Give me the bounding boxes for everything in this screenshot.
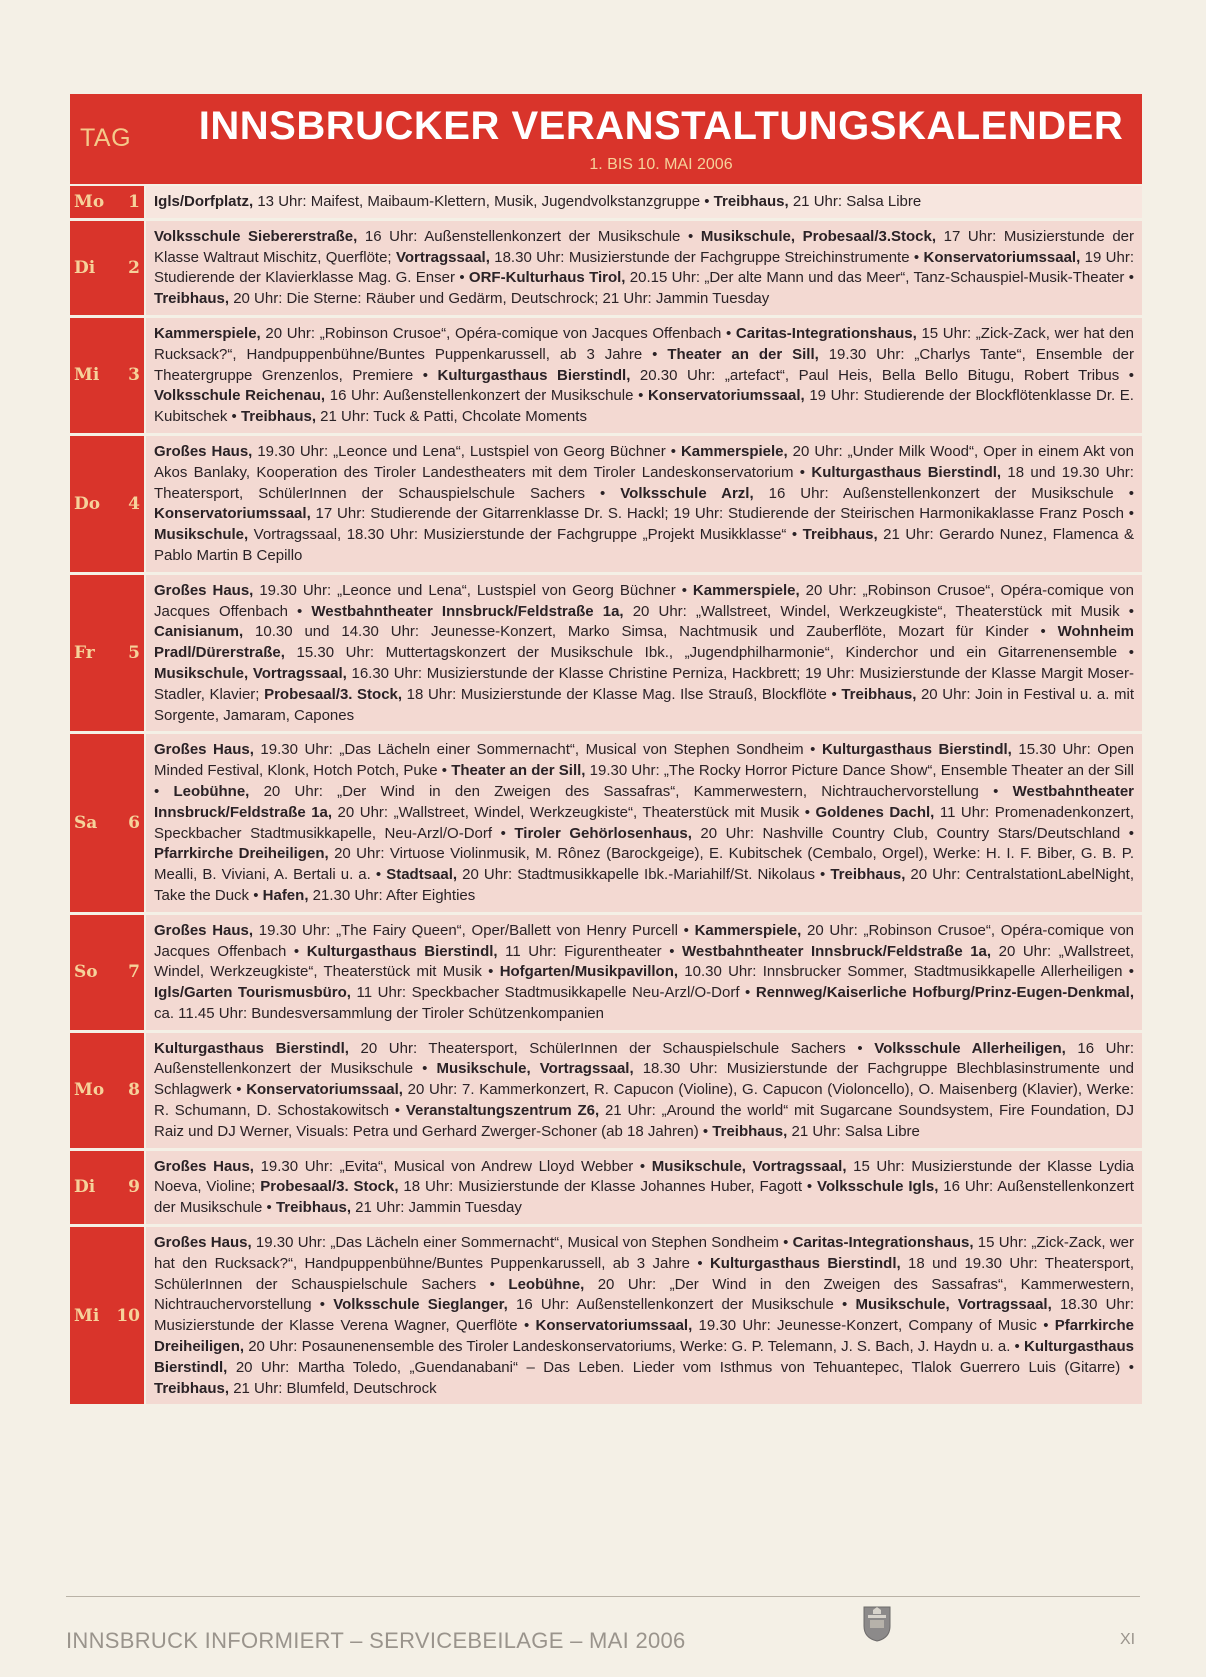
event-details: 18.30 Uhr: Musizierstunde der Klasse Verena Wagner, Querflöte • (154, 1296, 1134, 1335)
venue-name: Vortragssaal, (395, 248, 490, 266)
event-details: 19.30 Uhr: „Das Lächeln einer Sommernacht“, Musical von Stephen Sondheim • (253, 741, 822, 759)
event-details: 19 Uhr: Studierende der Blockflötenklasse Dr. E. Kubitschek • (154, 387, 1134, 426)
venue-name: Igls/Garten Tourismusbüro, (154, 984, 351, 1002)
day-label (70, 221, 144, 315)
day-row (70, 186, 1142, 218)
event-details: 21.30 Uhr: After Eighties (308, 886, 476, 904)
event-details: 19.30 Uhr: „Charlys Tante“, Ensemble der Theatergruppe Grenzenlos, Premiere • (154, 345, 1134, 384)
event-details: 20 Uhr: Nashville Country Club, Country Stars/Deutschland • (691, 824, 1134, 842)
day-row (70, 1227, 1142, 1404)
event-listing (146, 221, 1142, 315)
venue-name: Musikschule, Vortragssaal, (855, 1296, 1052, 1314)
venue-name: Pfarrkirche Dreiheiligen, (154, 1317, 1134, 1356)
event-details: 20 Uhr: Theatersport, SchülerInnen der Schauspielschule Sachers • (348, 1039, 875, 1057)
event-details: 19.30 Uhr: „Leonce und Lena“, Lustspiel von Georg Büchner • (252, 442, 681, 460)
day-row (70, 318, 1142, 433)
venue-name: Treibhaus, (712, 1122, 788, 1140)
event-details: 18 Uhr: Musizierstunde der Klasse Mag. Ilse Strauß, Blockflöte • (402, 685, 842, 703)
event-details: 16 Uhr: Außenstellenkonzert der Musikschule • (154, 1039, 1135, 1078)
day-number: 8 (128, 1080, 140, 1101)
event-details: 19.30 Uhr: „Leonce und Lena“, Lustspiel von Georg Büchner • (253, 581, 693, 599)
venue-name: Großes Haus, (154, 741, 254, 759)
event-details: 15.30 Uhr: Open Minded Festival, Klonk, Hotch Potch, Puke • (154, 741, 1135, 780)
venue-name: Probesaal/3. Stock, (260, 1178, 399, 1196)
venue-name: Volksschule Allerheiligen, (874, 1039, 1066, 1057)
weekday: Mo (74, 1080, 105, 1101)
venue-name: Treibhaus, (802, 526, 878, 544)
innsbruck-crest-icon (863, 1606, 891, 1642)
event-details: 16 Uhr: Außenstellenkonzert der Musikschule • (357, 227, 701, 245)
event-details: 20 Uhr: Stadtmusikkapelle Ibk.-Mariahilf/St. Nikolaus • (457, 866, 831, 884)
venue-name: Kulturgasthaus Bierstindl, (154, 1039, 349, 1057)
venue-name: Kulturgasthaus Bierstindl, (821, 741, 1012, 759)
event-details: 20 Uhr: „Wallstreet, Windel, Werkzeugkiste“, Theaterstück mit Musik • (332, 803, 816, 821)
event-details: 20 Uhr: „Der Wind in den Zweigen des Sassafras“, Kammerwestern, Nichtrauchervorstellung • (154, 1275, 1135, 1314)
event-details: 15.30 Uhr: Muttertagskonzert der Musikschule Ibk., „Jugendphilharmonie“, Kinderchor und ein Gitarrenensemble • (284, 644, 1134, 662)
day-row (70, 575, 1142, 732)
event-details: 21 Uhr: Gerardo Nunez, Flamenca & Pablo Martin B Cepillo (154, 526, 1134, 564)
venue-name: Hofgarten/Musikpavillon, (499, 963, 679, 981)
event-details: 20 Uhr: CentralstationLabelNight, Take the Duck • (154, 866, 1134, 904)
event-details: 11 Uhr: Promenadenkonzert, Speckbacher Stadtmusikkapelle, Neu-Arzl/O-Dorf • (154, 803, 1134, 842)
venue-name: Volksschule Siebererstraße, (154, 227, 358, 245)
event-details: 21 Uhr: Jammin Tuesday (351, 1199, 522, 1217)
event-listing (146, 1151, 1142, 1224)
venue-name: Kammerspiele, (680, 442, 788, 460)
weekday: Mi (74, 1305, 100, 1326)
day-number: 6 (128, 813, 140, 834)
event-details: 15 Uhr: „Zick-Zack, wer hat den Rucksack?“, Handpuppenbühne/Buntes Puppenkarussell, ab 3 Jahre • (154, 1234, 1134, 1272)
event-details: 20 Uhr: „Wallstreet, Windel, Werkzeugkiste“, Theaterstück mit Musik • (154, 942, 1135, 981)
event-details: 16.30 Uhr: Musizierstunde der Klasse Christine Perniza, Hackbrett; 19 Uhr: Musizierstunde der Klasse Margit Moser-Stadler, Klavier; (154, 664, 1134, 703)
event-details: 16 Uhr: Außenstellenkonzert der Musikschule • (753, 484, 1134, 502)
day-number: 7 (128, 962, 140, 983)
venue-name: Konservatoriumssaal, (154, 505, 311, 523)
day-number: 5 (128, 643, 140, 664)
venue-name: Großes Haus, (154, 1157, 254, 1175)
event-details: 20.15 Uhr: „Der alte Mann und das Meer“, Tanz-Schauspiel-Musik-Theater • (625, 269, 1135, 287)
event-details: 20 Uhr: Martha Toledo, „Guendanabani“ – Das Leben. Lieder vom Isthmus von Tehuantepec, Tlalok Guerrero Luis (Gitarre) • (227, 1358, 1134, 1376)
venue-name: Konservatoriumssaal, (923, 248, 1081, 266)
event-details: 21 Uhr: Blumfeld, Deutschrock (229, 1379, 437, 1397)
footer-publication: INNSBRUCK INFORMIERT – SERVICEBEILAGE – MAI 2006 (66, 1628, 686, 1653)
day-label (70, 575, 144, 732)
event-details: 19.30 Uhr: „The Rocky Horror Picture Dance Show“, Ensemble Theater an der Sill • (154, 762, 1134, 800)
event-details: 16 Uhr: Außenstellenkonzert der Musikschule • (507, 1296, 856, 1314)
event-details: 21 Uhr: Salsa Libre (787, 1122, 920, 1140)
venue-name: Musikschule, (154, 526, 249, 544)
event-details: 21 Uhr: Salsa Libre (788, 193, 922, 210)
event-details: 20 Uhr: 7. Kammerkonzert, R. Capucon (Violine), G. Capucon (Violoncello), O. Maisenberg (Klavier), Werke: R. Schumann, D. Schostakowitsch • (154, 1081, 1134, 1120)
venue-name: Musikschule, Vortragssaal, (154, 664, 347, 682)
event-listing (146, 1227, 1142, 1404)
event-details: ca. 11.45 Uhr: Bundesversammlung der Tiroler Schützenkompanien (154, 1004, 604, 1022)
page-title: INNSBRUCKER VERANSTALTUNGSKALENDER (198, 104, 1124, 148)
page-number: XI (1120, 1631, 1136, 1648)
event-details: 13 Uhr: Maifest, Maibaum-Klettern, Musik, Jugendvolkstanzgruppe • (253, 193, 714, 210)
venue-name: Theater an der Sill, (667, 345, 819, 363)
venue-name: Musikschule, Vortragssaal, (651, 1157, 847, 1175)
venue-name: Theater an der Sill, (451, 762, 586, 780)
event-details: 19.30 Uhr: „Evita“, Musical von Andrew Lloyd Webber • (253, 1157, 652, 1175)
day-number: 4 (128, 493, 140, 514)
event-listing (146, 436, 1142, 572)
venue-name: Treibhaus, (841, 685, 917, 703)
venue-name: Konservatoriumssaal, (535, 1317, 693, 1335)
event-listing (146, 734, 1142, 911)
weekday: Mo (74, 191, 105, 212)
venue-name: Westbahntheater Innsbruck/Feldstraße 1a, (154, 782, 1135, 821)
venue-name: Volksschule Igls, (817, 1178, 939, 1196)
event-details: 15 Uhr: Musizierstunde der Klasse Lydia Noeva, Violine; (154, 1157, 1134, 1196)
venue-name: Wohnheim Pradl/Dürerstraße, (154, 623, 1134, 662)
event-details: Vortragssaal, 18.30 Uhr: Musizierstunde der Fachgruppe „Projekt Musikklasse“ • (248, 526, 803, 544)
venue-name: Kammerspiele, (692, 581, 800, 599)
venue-name: Probesaal/3. Stock, (264, 685, 403, 703)
day-row (70, 436, 1142, 572)
event-details: 20 Uhr: Virtuose Violinmusik, M. Rônez (Barockgeige), E. Kubitschek (Cembalo, Orgel), Werke: H. I. F. Biber, G. B. P. Mealli, B. Viviani, A. Bertali u. a. • (154, 845, 1135, 884)
event-details: 20 Uhr: „Robinson Crusoe“, Opéra-comique von Jacques Offenbach • (260, 324, 736, 342)
event-details: 20 Uhr: Join in Festival u. a. mit Sorgente, Jamaram, Capones (154, 685, 1135, 724)
venue-name: Kammerspiele, (154, 324, 261, 342)
venue-name: Stadtsaal, (386, 866, 458, 884)
venue-name: Kulturgasthaus Bierstindl, (811, 463, 1002, 481)
date-range-subtitle: 1. BIS 10. MAI 2006 (589, 156, 733, 173)
footer-divider (66, 1596, 1140, 1597)
event-details: 18.30 Uhr: Musizierstunde der Fachgruppe Streichinstrumente • (489, 248, 924, 266)
venue-name: Kulturgasthaus Bierstindl, (154, 1338, 1134, 1376)
day-number: 3 (128, 365, 140, 386)
venue-name: Großes Haus, (154, 442, 253, 460)
day-row (70, 734, 1142, 911)
venue-name: Kammerspiele, (694, 921, 802, 939)
weekday: Di (74, 257, 96, 278)
event-details: 16 Uhr: Außenstellenkonzert der Musikschule • (154, 1178, 1134, 1217)
weekday: Do (74, 493, 101, 514)
event-details: 20 Uhr: „Under Milk Wood“, Oper in einem Akt von Akos Banlaky, Kooperation des Tiroler Landestheaters mit dem Tiroler Landeskonservatorium • (154, 442, 1134, 481)
event-details: 21 Uhr: Tuck & Patti, Chcolate Moments (316, 408, 587, 426)
venue-name: Igls/Dorfplatz, (154, 193, 254, 210)
event-details: 19.30 Uhr: „Das Lächeln einer Sommernacht“, Musical von Stephen Sondheim • (251, 1234, 793, 1252)
venue-name: Volksschule Sieglanger, (333, 1296, 508, 1314)
day-label (70, 436, 144, 572)
weekday: Sa (74, 813, 98, 834)
event-listing (146, 915, 1142, 1030)
venue-name: Treibhaus, (713, 193, 789, 210)
venue-name: Westbahntheater Innsbruck/Feldstraße 1a, (682, 942, 992, 960)
event-details: 19.30 Uhr: „The Fairy Queen“, Oper/Ballett von Henry Purcell • (253, 921, 695, 939)
venue-name: Großes Haus, (154, 921, 254, 939)
venue-name: ORF-Kulturhaus Tirol, (468, 269, 626, 287)
day-list (70, 186, 1142, 1407)
event-details: 19.30 Uhr: Jeunesse-Konzert, Company of Music • (692, 1317, 1055, 1335)
day-number: 2 (128, 257, 140, 278)
venue-name: Westbahntheater Innsbruck/Feldstraße 1a, (311, 602, 624, 620)
event-details: 18 Uhr: Musizierstunde der Klasse Johannes Huber, Fagott • (398, 1178, 818, 1196)
day-label (70, 1033, 144, 1148)
day-number: 1 (128, 191, 140, 212)
event-details: 11 Uhr: Figurentheater • (497, 942, 683, 960)
event-details: 10.30 und 14.30 Uhr: Jeunesse-Konzert, Marko Simsa, Nachtmusik und Zauberflöte, Mozart für Kinder • (243, 623, 1058, 641)
event-details: 20 Uhr: Posaunenensemble des Tiroler Landeskonservatoriums, Werke: G. P. Telemann, J. S. Bach, J. Haydn u. a. • (244, 1338, 1024, 1356)
day-row (70, 1033, 1142, 1148)
event-details: 18 und 19.30 Uhr: Theatersport, SchülerInnen der Schauspielschule Sachers • (154, 463, 1134, 502)
event-listing (146, 186, 1142, 218)
venue-name: Leobühne, (508, 1275, 585, 1293)
venue-name: Treibhaus, (154, 290, 230, 308)
day-label (70, 1151, 144, 1224)
venue-name: Treibhaus, (240, 408, 316, 426)
day-number: 10 (116, 1305, 140, 1326)
venue-name: Hafen, (262, 886, 309, 904)
venue-name: Volksschule Reichenau, (154, 387, 326, 405)
venue-name: Treibhaus, (154, 1379, 230, 1397)
event-details: 18 und 19.30 Uhr: Theatersport, SchülerInnen der Schauspielschule Sachers • (154, 1254, 1134, 1293)
day-row (70, 1151, 1142, 1224)
event-listing (146, 318, 1142, 433)
weekday: Di (74, 1177, 96, 1198)
event-details: 19 Uhr: Studierende der Klavierklasse Mag. G. Enser • (154, 248, 1134, 287)
venue-name: Caritas-Integrationshaus, (792, 1234, 974, 1252)
venue-name: Musikschule, Vortragssaal, (436, 1060, 634, 1078)
day-row (70, 221, 1142, 315)
day-label (70, 186, 144, 218)
tag-column-label: TAG (80, 124, 132, 152)
venue-name: Volksschule Arzl, (620, 484, 754, 502)
day-label (70, 1227, 144, 1404)
venue-name: Leobühne, (173, 782, 250, 800)
event-details: 16 Uhr: Außenstellenkonzert der Musikschule • (325, 387, 648, 405)
event-details: 10.30 Uhr: Innsbrucker Sommer, Stadtmusikkapelle Allerheiligen • (678, 963, 1134, 981)
event-details: 15 Uhr: „Zick-Zack, wer hat den Rucksack?“, Handpuppenbühne/Buntes Puppenkarussell, ab 3 Jahre • (154, 324, 1135, 363)
venue-name: Musikschule, Probesaal/3.Stock, (700, 227, 937, 245)
venue-name: Großes Haus, (154, 1234, 252, 1252)
venue-name: Goldenes Dachl, (815, 803, 935, 821)
venue-name: Pfarrkirche Dreiheiligen, (154, 845, 329, 863)
event-listing (146, 575, 1142, 732)
calendar-header (70, 94, 1142, 184)
venue-name: Rennweg/Kaiserliche Hofburg/Prinz-Eugen-Denkmal, (755, 984, 1134, 1002)
venue-name: Treibhaus, (830, 866, 906, 884)
event-details: 11 Uhr: Speckbacher Stadtmusikkapelle Neu-Arzl/O-Dorf • (350, 984, 756, 1002)
venue-name: Caritas-Integrationshaus, (735, 324, 917, 342)
venue-name: Konservatoriumssaal, (647, 387, 805, 405)
event-details: 20 Uhr: „Wallstreet, Windel, Werkzeugkiste“, Theaterstück mit Musik • (623, 602, 1134, 620)
event-details: 20.30 Uhr: „artefact“, Paul Heis, Bella Bello Bitugu, Robert Tribus • (630, 366, 1134, 384)
event-details: 17 Uhr: Musizierstunde der Klasse Waltraut Mischitz, Querflöte; (154, 227, 1134, 266)
day-label (70, 318, 144, 433)
event-details: 20 Uhr: Die Sterne: Räuber und Gedärm, Deutschrock; 21 Uhr: Jammin Tuesday (229, 290, 770, 308)
event-details: 17 Uhr: Studierende der Gitarrenklasse Dr. S. Hackl; 19 Uhr: Studierende der Steirischen Harmonikaklasse Franz Posch • (310, 505, 1134, 523)
event-details: 21 Uhr: „Around the world“ mit Sugarcane Soundsystem, Fire Foundation, DJ Raiz und DJ Werner, Visuals: Petra und Gerhard Zwerger-Schoner (ab 18 Jahren) • (154, 1102, 1134, 1140)
venue-name: Kulturgasthaus Bierstindl, (437, 366, 631, 384)
venue-name: Kulturgasthaus Bierstindl, (709, 1254, 901, 1272)
venue-name: Kulturgasthaus Bierstindl, (306, 942, 498, 960)
day-label (70, 915, 144, 1030)
event-details: 20 Uhr: „Der Wind in den Zweigen des Sassafras“, Kammerwestern, Nichtrauchervorstellung • (249, 782, 1013, 800)
venue-name: Konservatoriumssaal, (246, 1081, 403, 1099)
event-details: 18.30 Uhr: Musizierstunde der Fachgruppe Blechblasinstrumente und Schlagwerk • (154, 1060, 1135, 1099)
venue-name: Tiroler Gehörlosenhaus, (514, 824, 692, 842)
venue-name: Treibhaus, (275, 1199, 351, 1217)
event-details: 20 Uhr: „Robinson Crusoe“, Opéra-comique von Jacques Offenbach • (154, 581, 1134, 620)
event-listing (146, 1033, 1142, 1148)
weekday: So (74, 962, 98, 983)
weekday: Fr (74, 643, 95, 664)
day-row (70, 915, 1142, 1030)
venue-name: Canisianum, (154, 623, 244, 641)
weekday: Mi (74, 365, 100, 386)
day-number: 9 (128, 1177, 140, 1198)
venue-name: Veranstaltungszentrum Z6, (405, 1102, 600, 1120)
day-label (70, 734, 144, 911)
event-details: 20 Uhr: „Robinson Crusoe“, Opéra-comique von Jacques Offenbach • (154, 921, 1135, 960)
venue-name: Großes Haus, (154, 581, 254, 599)
